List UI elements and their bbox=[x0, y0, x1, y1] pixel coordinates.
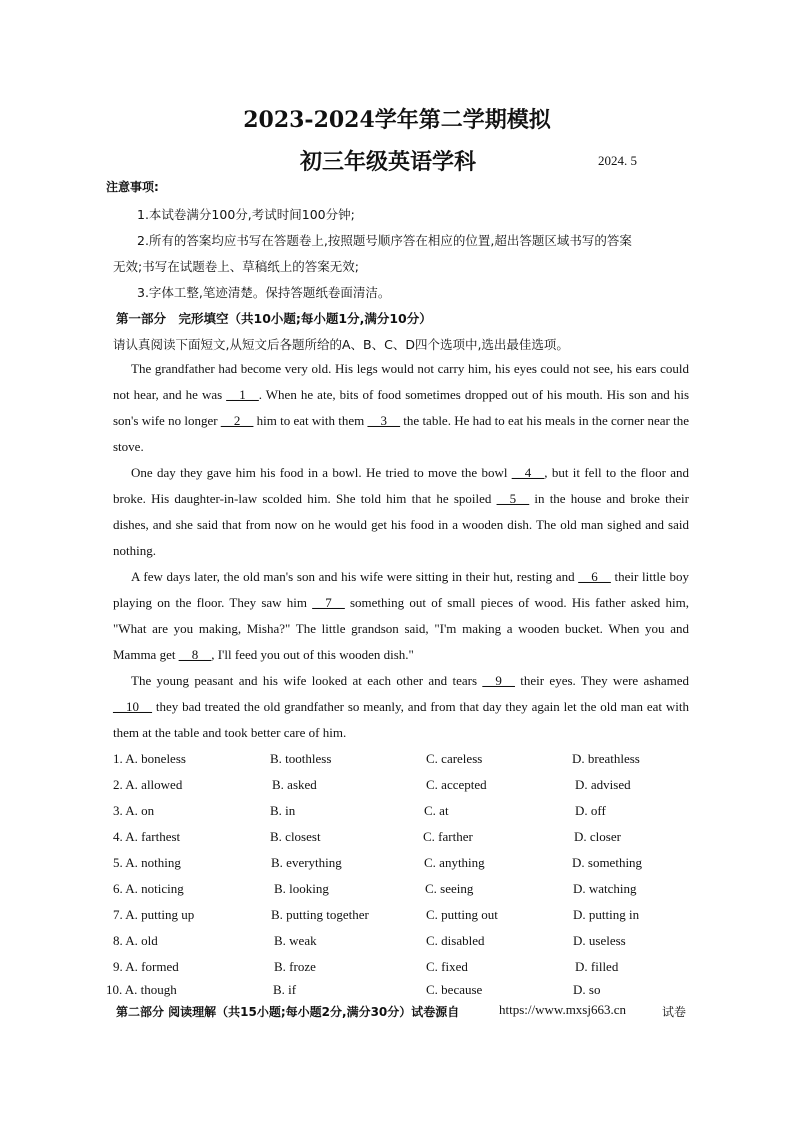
option-d: D. watching bbox=[573, 881, 637, 896]
passage-text: something out of small pieces of wood. His father asked him, "What are you making, Misha?" The little grandson said, "I'm making a wooden bucket. When you and Mamma get bbox=[113, 595, 689, 662]
blank-7: __7__ bbox=[312, 595, 345, 610]
blank-8: __8__ bbox=[178, 647, 212, 662]
option-a: 3. A. on bbox=[113, 803, 155, 818]
option-a: 7. A. putting up bbox=[113, 907, 195, 922]
option-a: 6. A. noticing bbox=[113, 881, 184, 896]
option-c: C. because bbox=[426, 982, 483, 997]
passage-text: . When he ate, bits of food sometimes dropped out of his mouth. His son and his son's wife no longer bbox=[113, 387, 689, 428]
passage-paragraph-1 bbox=[113, 356, 689, 460]
passage-text: their eyes. They were ashamed bbox=[514, 673, 690, 688]
option-c: C. seeing bbox=[425, 881, 474, 896]
options-row-4 bbox=[113, 824, 693, 850]
option-c: C. fixed bbox=[426, 959, 468, 974]
option-b: B. if bbox=[273, 982, 297, 997]
option-a: 4. A. farthest bbox=[113, 829, 181, 844]
option-d: D. useless bbox=[573, 933, 626, 948]
option-b: B. froze bbox=[274, 959, 316, 974]
options-row-7 bbox=[113, 902, 693, 928]
option-a: 8. A. old bbox=[113, 933, 158, 948]
option-d: D. breathless bbox=[572, 751, 640, 766]
notes-heading: 注意事项: bbox=[106, 180, 159, 194]
option-b: B. asked bbox=[272, 777, 317, 792]
option-d: D. putting in bbox=[573, 907, 640, 922]
option-b: B. in bbox=[270, 803, 296, 818]
option-a: 10. A. though bbox=[106, 982, 177, 997]
blank-4: __4__ bbox=[511, 465, 545, 480]
exam-title-line1: 2023-2024学年第二学期模拟 bbox=[243, 107, 551, 133]
options-row-5 bbox=[113, 850, 693, 876]
note-item-1: 1.本试卷满分100分,考试时间100分钟; bbox=[137, 207, 355, 222]
option-d: D. closer bbox=[574, 829, 621, 844]
option-b: B. toothless bbox=[270, 751, 332, 766]
passage-text: , but it fell to the floor and broke. His daughter-in-law scolded him. She told him that he spoiled bbox=[113, 465, 690, 506]
option-d: D. advised bbox=[575, 777, 631, 792]
passage-text: the table. He had to eat his meals in the corner near the stove. bbox=[113, 413, 689, 454]
blank-1: __1__ bbox=[226, 387, 259, 402]
part1-instruction: 请认真阅读下面短文,从短文后各题所给的A、B、C、D四个选项中,选出最佳选项。 bbox=[113, 337, 569, 352]
passage-paragraph-3 bbox=[113, 564, 689, 668]
note-item-2: 2.所有的答案均应书写在答题卷上,按照题号顺序答在相应的位置,超出答题区域书写的答案 bbox=[137, 233, 632, 248]
option-a: 1. A. boneless bbox=[113, 751, 186, 766]
passage-text: their little boy playing on the floor. They saw him bbox=[113, 569, 689, 610]
passage-paragraph-2 bbox=[113, 460, 689, 564]
options-row-1 bbox=[113, 746, 693, 772]
footer-tail: 试卷 bbox=[662, 1005, 687, 1019]
option-c: C. accepted bbox=[426, 777, 487, 792]
options-row-6 bbox=[113, 876, 693, 902]
blank-9: __9__ bbox=[482, 673, 515, 688]
option-a: 2. A. allowed bbox=[113, 777, 183, 792]
passage-text: The young peasant and his wife looked at each other and tears bbox=[131, 673, 483, 688]
option-b: B. looking bbox=[274, 881, 329, 896]
exam-date: 2024. 5 bbox=[598, 153, 637, 168]
option-d: D. off bbox=[575, 803, 606, 818]
options-row-2 bbox=[113, 772, 693, 798]
blank-2: __2__ bbox=[220, 413, 254, 428]
option-b: B. putting together bbox=[271, 907, 369, 922]
note-item-2-cont: 无效;书写在试题卷上、草稿纸上的答案无效; bbox=[113, 259, 359, 274]
options-row-8 bbox=[113, 928, 693, 954]
blank-6: __6__ bbox=[578, 569, 611, 584]
option-c: C. at bbox=[424, 803, 449, 818]
option-d: D. so bbox=[573, 982, 601, 997]
option-b: B. everything bbox=[271, 855, 342, 870]
option-a: 5. A. nothing bbox=[113, 855, 181, 870]
option-c: C. farther bbox=[423, 829, 473, 844]
passage-text: , I'll feed you out of this wooden dish." bbox=[211, 647, 414, 662]
option-c: C. careless bbox=[426, 751, 483, 766]
passage-paragraph-4 bbox=[113, 668, 689, 746]
blank-3: __3__ bbox=[367, 413, 401, 428]
option-c: C. putting out bbox=[426, 907, 498, 922]
passage-text: The grandfather had become very old. His legs would not carry him, his eyes could not see, his ears could not hear, and he was bbox=[113, 361, 689, 402]
option-a: 9. A. formed bbox=[113, 959, 179, 974]
passage-text: One day they gave him his food in a bowl. He tried to move the bowl bbox=[131, 465, 512, 480]
exam-title-line2: 初三年级英语学科 bbox=[300, 149, 477, 175]
passage-text: A few days later, the old man's son and his wife were sitting in their hut, resting and bbox=[131, 569, 579, 584]
blank-5: __5__ bbox=[496, 491, 530, 506]
part1-heading: 第一部分 完形填空（共10小题;每小题1分,满分10分） bbox=[116, 311, 432, 326]
passage-text: him to eat with them bbox=[253, 413, 368, 428]
passage-text: in the house and broke their dishes, and she said that from now on he would get his food in a wooden dish. The old man sighed and said nothing. bbox=[113, 491, 690, 558]
option-c: C. disabled bbox=[426, 933, 485, 948]
option-c: C. anything bbox=[424, 855, 485, 870]
option-d: D. filled bbox=[575, 959, 619, 974]
options-row-3 bbox=[113, 798, 693, 824]
passage-text: they bad treated the old grandfather so meanly, and from that day they again let the old man eat with them at the table and took better care of him. bbox=[113, 699, 689, 740]
part2-heading: 第二部分 阅读理解（共15小题;每小题2分,满分30分）试卷源自 bbox=[116, 1005, 460, 1019]
option-b: B. closest bbox=[270, 829, 321, 844]
note-item-3: 3.字体工整,笔迹清楚。保持答题纸卷面清洁。 bbox=[137, 285, 391, 300]
blank-10: __10__ bbox=[113, 699, 152, 714]
source-url: https://www.mxsj663.cn bbox=[499, 1002, 626, 1017]
option-d: D. something bbox=[572, 855, 643, 870]
option-b: B. weak bbox=[274, 933, 317, 948]
